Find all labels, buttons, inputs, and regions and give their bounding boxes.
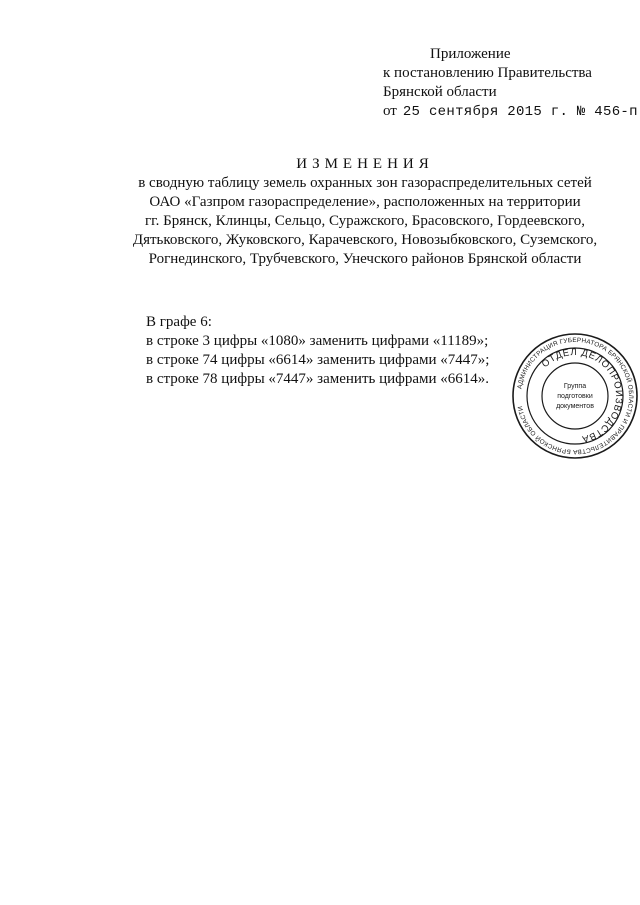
title-line: гг. Брянск, Клинцы, Сельцо, Суражского, Брасовского, Гордеевского, [145, 213, 585, 229]
stamp-ring-text: ОТДЕЛ ДЕЛОПРОИЗВОДСТВА [539, 346, 625, 445]
appendix-date-line [383, 102, 640, 122]
appendix-header [383, 45, 640, 122]
changes-intro: В графе 6: [146, 314, 212, 330]
stamp-outer-text: АДМИНИСТРАЦИЯ ГУБЕРНАТОРА БРЯНСКОЙ ОБЛАСТИ И ПРАВИТЕЛЬСТВА БРЯНСКОЙ ОБЛАСТИ [516, 336, 635, 456]
change-item: в строке 3 цифры «1080» заменить цифрами «11189»; [146, 333, 489, 349]
appendix-title: Приложение [430, 46, 511, 62]
date-prefix: от [383, 103, 397, 119]
stamp-center-line: Группа [563, 383, 587, 390]
appendix-region: Брянской области [383, 84, 497, 100]
title-line: Рогнединского, Трубчевского, Унечского районов Брянской области [148, 251, 582, 267]
change-item: в строке 74 цифры «6614» заменить цифрами «7447»; [146, 352, 490, 368]
title-heading: ИЗМЕНЕНИЯ [296, 156, 434, 172]
title-line: в сводную таблицу земель охранных зон газораспределительных сетей [138, 175, 592, 191]
stamp-center-line: документов [556, 403, 594, 410]
official-stamp [511, 332, 639, 460]
change-item: в строке 78 цифры «7447» заменить цифрами «6614». [146, 371, 490, 387]
document-title [0, 155, 640, 269]
title-line: ОАО «Газпром газораспределение», расположенных на территории [149, 194, 581, 210]
title-line: Дятьковского, Жуковского, Карачевского, Новозыбковского, Суземского, [132, 232, 598, 248]
changes-list [146, 313, 489, 389]
decree-date-number: 25 сентября 2015 г. № 456-п [402, 104, 638, 120]
stamp-center-line: подготовки [557, 393, 593, 400]
appendix-reference: к постановлению Правительства [383, 65, 592, 81]
stamp-seal-graphic [511, 332, 639, 460]
